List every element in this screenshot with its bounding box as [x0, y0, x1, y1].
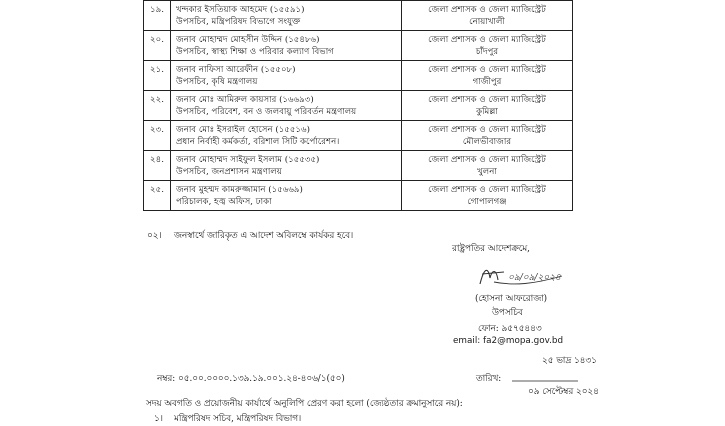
officer-name: জনাব মোহাম্মদ সাইফুল ইসলাম (১৫৫৩৫) — [176, 155, 320, 165]
posting-district: খুলনা — [477, 167, 497, 177]
posting-cell — [402, 151, 573, 181]
memo-date-label: তারিখ: — [476, 374, 502, 384]
posting-district: চাঁদপুর — [475, 47, 499, 57]
posting-title: জেলা প্রশাসক ও জেলা ম্যাজিস্ট্রেট — [428, 65, 546, 75]
signatory-name: (হোসনা আফরোজা) — [475, 294, 548, 304]
officer-name: জনাব মোঃ ইসরাইল হোসেন (১৫৫১৬) — [176, 125, 310, 135]
memo-number: নম্বর: ০৫.০০.০০০০.১৩৯.১৯.০০১.২৪-৪০৬/১(৫০) — [157, 374, 345, 384]
posting-cell — [402, 121, 573, 151]
officer-name: খন্দকার ইসতিয়াক আহমেদ (১৫৫৯১) — [176, 5, 305, 15]
table-row — [144, 181, 573, 211]
officer-designation: উপসচিব, জনপ্রশাসন মন্ত্রণালয় — [176, 167, 282, 177]
officer-designation: উপসচিব, পরিবেশ, বন ও জলবায়ু পরিবর্তন মন্ত্রণালয় — [176, 107, 357, 117]
posting-title: জেলা প্রশাসক ও জেলা ম্যাজিস্ট্রেট — [428, 35, 546, 45]
row-number: ২২. — [144, 91, 171, 121]
officer-cell — [171, 1, 402, 31]
table-row — [144, 91, 573, 121]
officer-name: জনাব নাফিসা আরেফীন (১৫৫০৮) — [176, 65, 296, 75]
officer-designation: প্রধান নির্বাহী কর্মকর্তা, বরিশাল সিটি কর্পোরেশন। — [176, 137, 340, 147]
table-row — [144, 61, 573, 91]
distribution-item-text: মন্ত্রিপরিষদ সচিব, মন্ত্রিপরিষদ বিভাগ। — [174, 414, 302, 424]
posting-district: নোয়াখালী — [469, 17, 505, 27]
officer-cell — [171, 61, 402, 91]
posting-title: জেলা প্রশাসক ও জেলা ম্যাজিস্ট্রেট — [428, 5, 546, 15]
date-divider — [510, 371, 580, 385]
row-number: ১৯. — [144, 1, 171, 31]
table-row — [144, 121, 573, 151]
signatory-phone: ফোন: ৯৫৭৫৪৪৩ — [478, 324, 542, 334]
officer-designation: পরিচালক, হজ্ব অফিস, ঢাকা — [176, 197, 272, 207]
officer-name: জনাব মুহম্মদ কামরুজ্জামান (১৫৬৬৯) — [176, 185, 303, 195]
officer-designation: উপসচিব, মন্ত্রিপরিষদ বিভাগে সংযুক্ত — [176, 17, 301, 27]
para-number: ০২। — [147, 231, 162, 241]
row-number: ২৪. — [144, 151, 171, 181]
signatory-title: উপসচিব — [492, 308, 523, 318]
para-text: জনস্বার্থে জারিকৃত এ আদেশ অবিলম্বে কার্যকর হবে। — [174, 231, 354, 241]
posting-cell — [402, 181, 573, 211]
posting-district: গোপালগঞ্জ — [467, 197, 507, 207]
posting-cell — [402, 91, 573, 121]
row-number: ২৩. — [144, 121, 171, 151]
row-number: ২০. — [144, 31, 171, 61]
officer-cell — [171, 91, 402, 121]
table-row — [144, 1, 573, 31]
table-row — [144, 31, 573, 61]
officer-cell — [171, 121, 402, 151]
posting-district: গাজীপুর — [472, 77, 502, 87]
officer-name: জনাব মোঃ আমিরুল কায়সার (১৬৬৯৩) — [176, 95, 314, 105]
memo-date-english: ০৯ সেপ্টেম্বর ২০২৪ — [528, 387, 599, 397]
distribution-intro: সদয় অবগতি ও প্রয়োজনীয় কার্যার্থে অনুলিপি প্রেরণ করা হলো (জ্যেষ্ঠতার ক্রমানুসারে নয়): — [146, 399, 463, 409]
posting-title: জেলা প্রশাসক ও জেলা ম্যাজিস্ট্রেট — [428, 185, 546, 195]
officer-cell — [171, 151, 402, 181]
officer-cell — [171, 31, 402, 61]
posting-district: মৌলভীবাজার — [462, 137, 512, 147]
posting-table — [143, 0, 573, 211]
memo-date-bangla: ২৫ ভাদ্র ১৪৩১ — [542, 356, 597, 366]
posting-title: জেলা প্রশাসক ও জেলা ম্যাজিস্ট্রেট — [428, 95, 546, 105]
officer-name: জনাব মোহাম্মদ মোহসীন উদ্দিন (১৫৪৮৬) — [176, 35, 320, 45]
posting-cell — [402, 31, 573, 61]
row-number: ২১. — [144, 61, 171, 91]
posting-title: জেলা প্রশাসক ও জেলা ম্যাজিস্ট্রেট — [428, 155, 546, 165]
table-row — [144, 151, 573, 181]
officer-designation: উপসচিব, স্বাস্থ্য শিক্ষা ও পরিবার কল্যাণ বিভাগ — [176, 47, 334, 57]
posting-title: জেলা প্রশাসক ও জেলা ম্যাজিস্ট্রেট — [428, 125, 546, 135]
posting-cell — [402, 1, 573, 31]
officer-designation: উপসচিব, কৃষি মন্ত্রণালয় — [176, 77, 258, 87]
officer-cell — [171, 181, 402, 211]
row-number: ২৫. — [144, 181, 171, 211]
order-line: রাষ্ট্রপতির আদেশক্রমে, — [452, 244, 530, 254]
handwritten-date: ০৯/০৯/২০২৪ — [508, 273, 561, 283]
handwritten-signature — [474, 262, 566, 292]
posting-district: কুমিল্লা — [476, 107, 498, 117]
distribution-item-num: ১। — [154, 414, 163, 424]
signatory-email: email: fa2@mopa.gov.bd — [453, 336, 564, 346]
posting-cell — [402, 61, 573, 91]
